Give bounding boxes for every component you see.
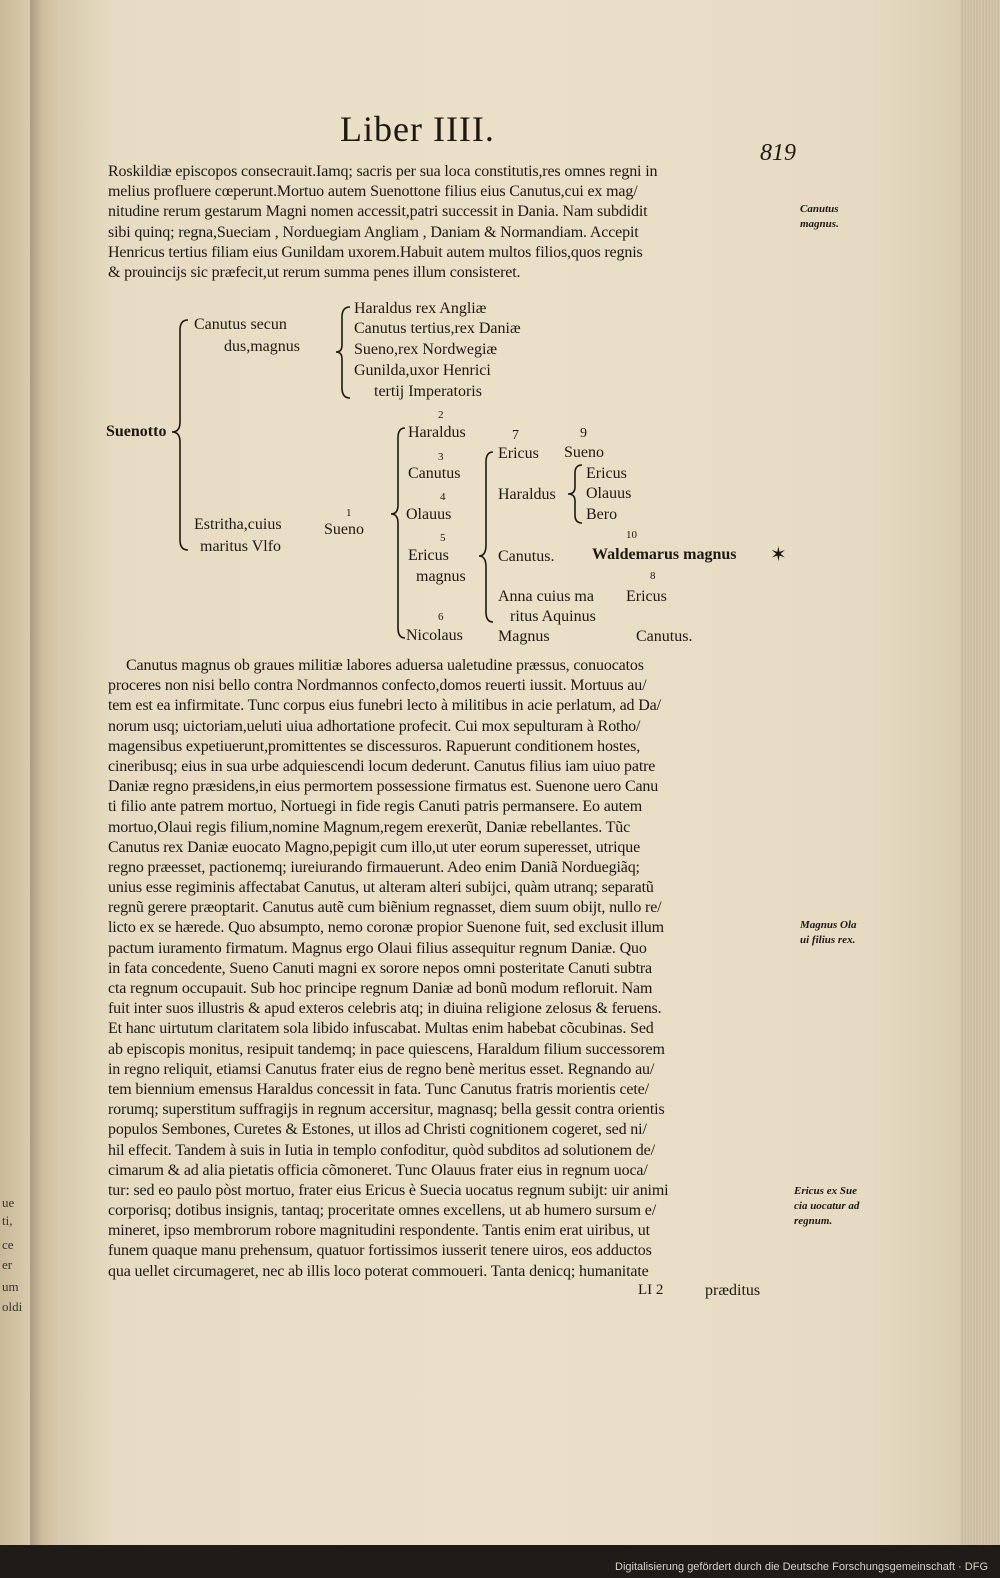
- text-line: tur: sed eo paulo pòst mortuo, frater eius Ericus è Suecia uocatus regnum subijt: uir animi: [108, 1181, 669, 1199]
- left-page-fragment: ce: [2, 1237, 14, 1252]
- running-head: Liber IIII.: [340, 109, 495, 149]
- left-page-fragment: oldi: [2, 1299, 23, 1314]
- tree-person: Canutus.: [498, 548, 555, 565]
- tree-person: Canutus.: [636, 628, 693, 645]
- text-line: hil effecit. Tandem à suis in Iutia in templo confoditur, quòd subditos ad solutionem de/: [108, 1141, 655, 1159]
- text-line: regnũ gerere præoptarit. Canutus autẽ cum biẽnium regnasset, diem suum obijt, nullo re/: [108, 899, 662, 917]
- text-line: Canutus magnus ob graues militiæ labores aduersa ualetudine præssus, conuocatos: [126, 657, 644, 674]
- tree-number: 7: [512, 428, 519, 443]
- tree-person: Olauus: [406, 506, 452, 523]
- book-page: [60, 0, 960, 1545]
- text-line: tem est ea infirmitate. Tunc corpus eius funebri lecto à militibus in acie perlatum, ad Da/: [108, 697, 661, 715]
- margin-note-ericus: Ericus ex Sue cia uocatur ad regnum.: [794, 1185, 860, 1227]
- tree-person: magnus: [416, 568, 466, 585]
- margin-note-magnus: Magnus Ola ui filius rex.: [800, 919, 857, 946]
- tree-person: Sueno: [564, 444, 604, 461]
- tree-number: 6: [438, 611, 444, 623]
- text-line: proceres non nisi bello contra Nordmannos confecto,domos reuerti iussit. Mortuus au/: [108, 677, 647, 695]
- text-line: populos Sembones, Curetes & Estones, ut illos ad Christi cognitionem cogeret, sed ni/: [108, 1121, 647, 1139]
- catchword: præditus: [705, 1282, 761, 1299]
- page-edges: [960, 0, 1000, 1545]
- tree-person: Canutus: [408, 465, 461, 482]
- tree-person: Magnus: [498, 628, 550, 645]
- tree-person: Sueno: [324, 521, 364, 538]
- text-line: cimarum & ad alia pietatis officia cõmoneret. Tunc Olauus frater eius in regnum uoca/: [108, 1161, 648, 1179]
- tree-child: Haraldus rex Angliæ: [354, 300, 487, 317]
- footer-credit: Digitalisierung gefördert durch die Deutsche Forschungsgemeinschaft · DFG: [615, 1561, 988, 1573]
- text-line: sibi quinq; regna,Sueciam , Norduegiam Angliam , Daniam & Normandiam. Accepit: [108, 223, 639, 241]
- text-line: rorumq; superstitum suffragijs in regnum accersitur, magnasq; bella gessit contra orientis: [108, 1101, 665, 1119]
- text-line: mortuo,Olaui regis filium,nomine Magnum,regem erexerũt, Daniæ rebellantes. Tũc: [108, 818, 631, 836]
- text-line: funem quaque manu prehensum, quatuor fortissimos iusserit tenere uiros, eos adductos: [108, 1242, 652, 1260]
- text-line: & prouincijs sic præfecit,ut rerum summa penes illum consisteret.: [108, 263, 521, 281]
- tree-person: ritus Aquinus: [510, 608, 596, 625]
- star-mark: ✶: [770, 544, 787, 566]
- text-line: melius profluere cœperunt.Mortuo autem Suenottone filius eius Canutus,cui ex mag/: [108, 183, 638, 201]
- text-line: nitudine rerum gestarum Magni nomen accessit,patri successit in Dania. Nam subdidit: [108, 203, 648, 221]
- tree-person: Ericus: [498, 445, 539, 462]
- text-line: fuit inter suos illustris & apud exteros celebris atq; in diuina religione zelosus & feruens.: [108, 1000, 662, 1018]
- left-page-fragment: ue: [2, 1195, 15, 1210]
- tree-person: Ericus: [626, 588, 667, 605]
- text-line: ab episcopis monitus, resipuit tandemq; in pace quiescens, Haraldum filium successorem: [108, 1040, 665, 1058]
- tree-child: Sueno,rex Nordwegiæ: [354, 341, 498, 358]
- signature-mark: LI 2: [638, 1282, 664, 1298]
- tree-person: Haraldus: [498, 486, 556, 503]
- tree-number: 2: [438, 409, 444, 421]
- genealogy-tree: [60, 0, 960, 660]
- tree-daughter: Estritha,cuius: [194, 516, 282, 533]
- tree-child: tertij Imperatoris: [374, 383, 482, 400]
- text-line: pactum iuramento firmatum. Magnus ergo Olaui filius assequitur regnum Daniæ. Quo: [108, 939, 647, 957]
- left-page-edge: [0, 0, 30, 1545]
- margin-note-canutus: Canutus magnus.: [800, 203, 839, 230]
- tree-number: 3: [438, 451, 444, 463]
- text-line: Henricus tertius filiam eius Gunildam uxorem.Habuit autem multos filios,quos regnis: [108, 243, 643, 261]
- tree-child: Bero: [586, 506, 618, 523]
- tree-number: 9: [580, 426, 587, 441]
- text-line: norum usq; uictoriam,ueluti uiua adhortatione profecit. Cui mox sepulturam à Rotho/: [108, 717, 641, 735]
- text-line: Daniæ regno præsidens,in eius permortem possessione firmatus est. Suenone uero Canu: [108, 778, 659, 796]
- tree-son: Canutus secun: [194, 316, 287, 333]
- text-line: Canutus rex Daniæ euocato Magno,pepigit cum illo,ut uter eorum superesset, utrique: [108, 838, 641, 856]
- tree-person: Haraldus: [408, 424, 466, 441]
- text-line: Roskildiæ episcopos consecrauit.Iamq; sacris per sua loca constitutis,res omnes regni in: [108, 163, 658, 180]
- tree-son: dus,magnus: [224, 338, 300, 355]
- left-page-fragment: um: [2, 1279, 19, 1294]
- text-line: tem biennium emensus Haraldus concessit in fata. Tunc Canutus fratris morientis cete/: [108, 1080, 649, 1098]
- text-line: qua uellet circumageret, nec ab illis loco poterat commoueri. Tanta denicq; humanitate: [108, 1262, 649, 1280]
- tree-number: 5: [440, 532, 446, 544]
- tree-root: Suenotto: [106, 423, 167, 440]
- text-line: magensibus expetiuerunt,promittentes se discessuros. Rapuerunt conditionem hostes,: [108, 737, 641, 755]
- folio-number: 819: [760, 140, 796, 166]
- text-line: licto ex se hærede. Quo absumpto, nemo coronæ propior Suenone fuit, sed exclusit illum: [108, 919, 664, 937]
- tree-daughter: maritus Vlfo: [200, 538, 282, 555]
- tree-child: Olauus: [586, 485, 632, 502]
- tree-number: 10: [626, 529, 637, 541]
- tree-child: Canutus tertius,rex Daniæ: [354, 320, 521, 337]
- paragraph-main: [108, 656, 808, 1282]
- tree-number: 8: [650, 570, 656, 582]
- tree-person: Ericus: [408, 547, 449, 564]
- tree-person: Waldemarus magnus: [592, 546, 737, 563]
- footer-bar: [0, 1545, 1000, 1578]
- tree-number: 1: [346, 507, 352, 519]
- tree-child: Ericus: [586, 465, 627, 482]
- text-line: mineret, ipso membrorum robore magnitudini respondente. Tantis enim erat uiribus, ut: [108, 1222, 650, 1240]
- text-line: ti filio ante patrem mortuo, Nortuegi in fide regis Canuti patris permansere. Eo autem: [108, 798, 643, 816]
- tree-person: Nicolaus: [406, 627, 463, 644]
- text-line: corporisq; dotibus insignis, tantaq; proceritate omnes excellens, ut ab humero sursum e/: [108, 1202, 657, 1220]
- text-line: in fata concedente, Sueno Canuti magni ex sorore nepos omni posteritate Canuti subtra: [108, 959, 652, 977]
- text-line: Et hanc uirtutum claritatem sola libido infuscabat. Multas enim habebat cõcubinas. Sed: [108, 1020, 654, 1038]
- left-page-fragment: er: [2, 1257, 13, 1272]
- text-line: unius esse regiminis affectabat Canutus, ut alteram alteri subijci, quàm utranq; separatũ: [108, 879, 654, 897]
- text-line: cta regnum occupauit. Sub hoc principe regnum Daniæ ad bonũ modum refloruit. Nam: [108, 980, 653, 997]
- text-line: cineribusq; eius in sua urbe adquiescendi locum dederunt. Canutus filius iam uiuo patre: [108, 757, 656, 775]
- left-page-fragment: ti,: [2, 1213, 13, 1228]
- tree-person: Anna cuius ma: [498, 588, 594, 605]
- tree-child: Gunilda,uxor Henrici: [354, 362, 491, 379]
- text-line: regno præesset, pactionemq; iureiurando firmauerunt. Adeo enim Daniã Norduegiãq;: [108, 858, 640, 876]
- tree-number: 4: [440, 491, 446, 503]
- text-line: in regno reliquit, etiamsi Canutus frater eius de regno benè meritus esset. Regnando au/: [108, 1060, 655, 1078]
